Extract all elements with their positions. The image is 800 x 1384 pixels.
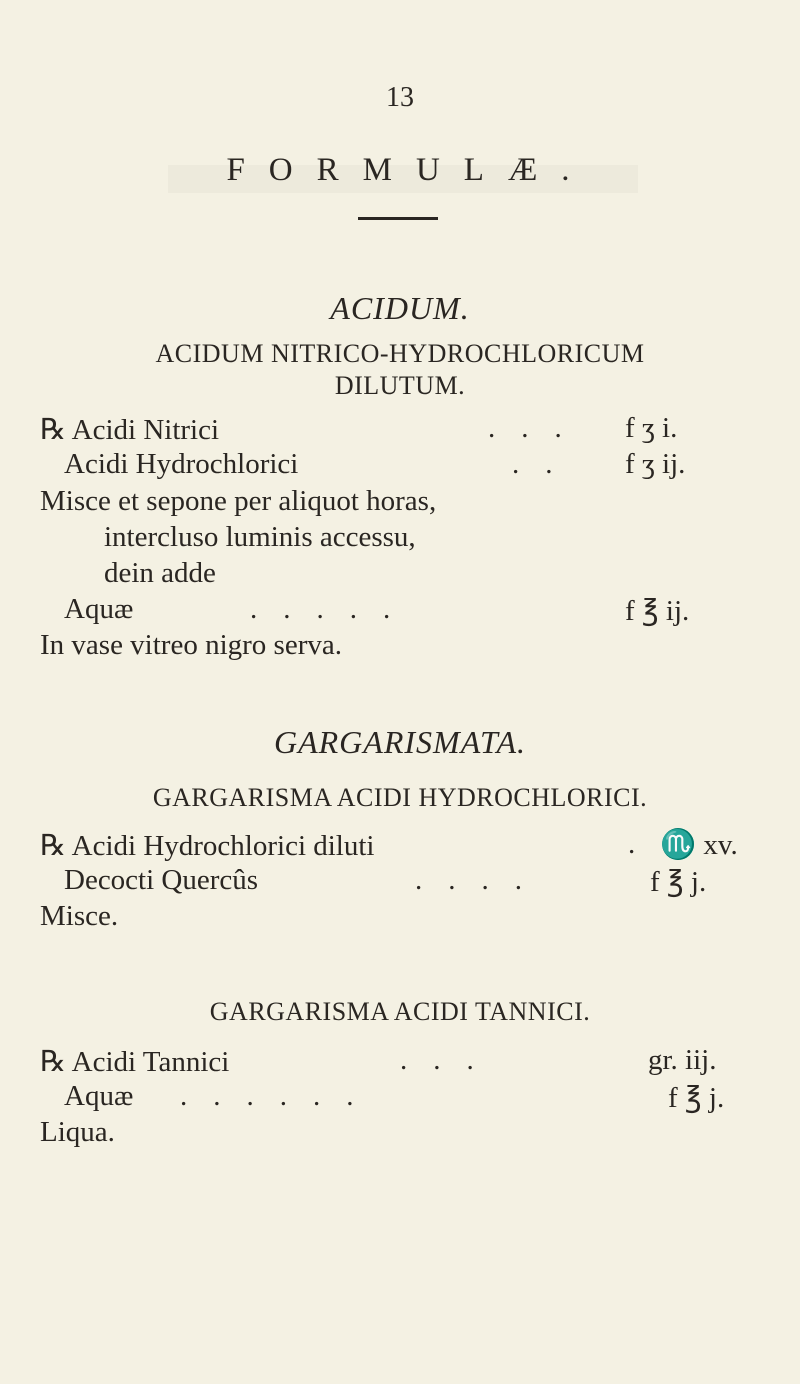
recipe-line: intercluso luminis accessu,	[104, 521, 416, 553]
recipe-quantity: f ℥ ij.	[625, 595, 690, 627]
recipe-line: Acidi Hydrochlorici	[64, 448, 299, 480]
recipe-line: ℞ Acidi Tannici	[40, 1046, 230, 1078]
leader-dots: ...	[488, 412, 588, 444]
recipe-quantity: ♏ xv.	[660, 829, 738, 861]
recipe-title: GARGARISMA ACIDI TANNICI.	[209, 997, 591, 1026]
leader-dots: ....	[415, 864, 548, 896]
leader-dots: ...	[400, 1044, 500, 1076]
recipe-line: In vase vitreo nigro serva.	[40, 629, 342, 661]
page-title: FORMULÆ.	[226, 152, 594, 188]
recipe-line: ℞ Acidi Hydrochlorici diluti	[40, 830, 375, 862]
section-heading-gargarismata: GARGARISMATA.	[273, 724, 527, 760]
leader-dots: ..	[512, 448, 579, 480]
recipe-line: Misce.	[40, 900, 119, 932]
recipe-line: Aquæ	[64, 593, 134, 625]
leader-dots: ......	[180, 1080, 380, 1112]
recipe-line: Misce et sepone per aliquot horas,	[40, 485, 437, 517]
recipe-line: Decocti Quercûs	[64, 864, 259, 896]
recipe-quantity: f ℥ j.	[650, 866, 707, 898]
recipe-quantity: f ℥ j.	[668, 1082, 725, 1114]
page-number: 13	[386, 82, 414, 113]
recipe-title: GARGARISMA ACIDI HYDROCHLORICI.	[152, 783, 648, 812]
section-heading-acidum: ACIDUM.	[330, 290, 470, 326]
recipe-title-line-2: DILUTUM.	[334, 371, 466, 400]
leader-dots: .....	[250, 593, 417, 625]
recipe-title: ACIDUM NITRICO-HYDROCHLORICUM	[155, 339, 645, 368]
title-rule	[358, 217, 438, 220]
recipe-line: ℞ Acidi Nitrici	[40, 414, 220, 446]
recipe-quantity: f ʒ ij.	[625, 448, 686, 480]
recipe-quantity: gr. iij.	[648, 1044, 717, 1076]
leader-dots: .	[628, 828, 662, 860]
recipe-line: dein adde	[104, 557, 216, 589]
recipe-quantity: f ʒ i.	[625, 412, 678, 444]
recipe-line: Liqua.	[40, 1116, 115, 1148]
recipe-line: Aquæ	[64, 1080, 134, 1112]
